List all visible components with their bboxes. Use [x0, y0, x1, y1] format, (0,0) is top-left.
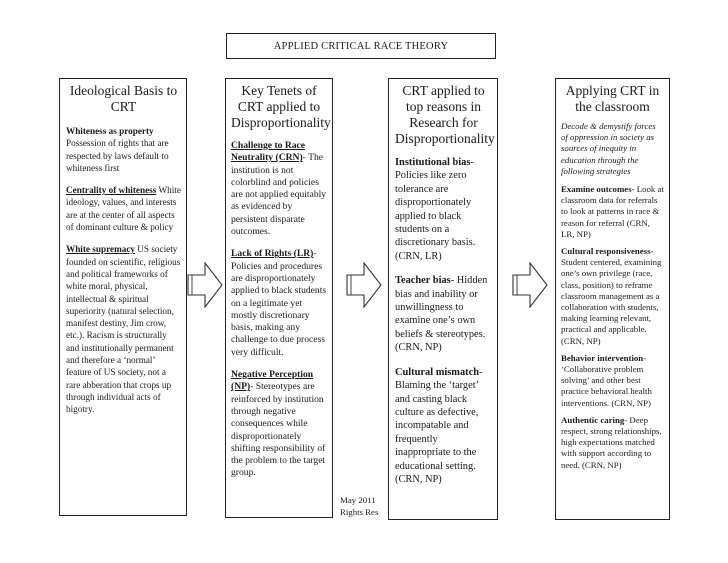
concept-term: Centrality of whiteness [66, 185, 157, 196]
reason-text: - Hidden bias and inability or unwillingness to examine one’s own beliefs & stereotypes. (CRN, NP) [395, 275, 488, 354]
strategy-text: - Deep respect, strong relationships, high expectations matched with support according to need. (CRN, NP) [561, 414, 662, 470]
ideological-basis-column [59, 78, 187, 516]
strategy-term: Authentic caring [561, 414, 625, 425]
concept-block [66, 184, 181, 233]
reason-term: Teacher bias [395, 275, 451, 287]
tenet-block [231, 140, 327, 238]
column-intro: Decode & demystify forces of oppression in society as sources of inequity in education through the following strategies [561, 121, 656, 176]
column-heading: Ideological Basis to CRT [69, 83, 178, 114]
reason-block [395, 366, 492, 487]
page-title: APPLIED CRITICAL RACE THEORY [226, 33, 496, 59]
reason-text: - Blaming the ‘target’ and casting black culture as defective, incompatable and frequently inappropriate to the educational setting. (CRN, NP) [395, 366, 483, 485]
strategy-term: Cultural responsiveness [561, 246, 651, 257]
reason-term: Institutional bias [395, 157, 471, 168]
footer-date: May 2011 [340, 495, 376, 505]
tenet-text: - Policies and procedures are disproportionately applied to black students on a legitimate yet mostly discretionary basis, making any challenge to due process very difficult. [231, 248, 327, 358]
concept-block [66, 243, 181, 415]
top-reasons-column [388, 78, 498, 520]
strategy-term: Examine outcomes [561, 184, 632, 195]
tenet-text: - Stereotypes are reinforced by institution through negative consequences while disproportionately shifting responsibility of the problem to the target group. [231, 381, 326, 479]
strategy-term: Behavior intervention [561, 352, 644, 363]
strategy-block [561, 246, 664, 347]
concept-term: Whiteness as property [66, 126, 154, 136]
column-heading: CRT applied to top reasons in Research for Disproportionality [395, 83, 495, 146]
strategy-text: - ‘Collaborative problem solving’ and other best practice behavioral health interventions. (CRN, NP) [561, 352, 652, 408]
strategy-text: - Student centered, examining one’s own privilege (race, class, position) to reframe classroom management as a collaboration with students, making learning relevant, practical and applicable. (CRN, NP) [561, 246, 662, 346]
concept-text: White ideology, values, and interests are at the center of all aspects of dominant culture & policy [66, 185, 181, 233]
strategy-block [561, 415, 664, 471]
column-heading: Applying CRT in the classroom [565, 83, 660, 114]
reason-term: Cultural mismatch [395, 366, 479, 378]
tenet-block [231, 248, 327, 359]
column-heading: Key Tenets of CRT applied to Disproportionality [231, 83, 331, 130]
chevron-right-arrow-icon [187, 262, 223, 308]
tenet-term: Challenge to Race Neutrality (CRN) [231, 140, 306, 164]
chevron-right-arrow-icon [512, 262, 548, 308]
tenet-term: Lack of Rights (LR) [231, 248, 314, 260]
strategy-text: - Look at classroom data for referrals to look at patterns in race & reason for referral (CRN, LR, NP) [561, 184, 664, 239]
tenet-block [231, 369, 327, 480]
tenet-term: Negative Perception (NP) [231, 369, 314, 393]
footer-rights: Rights Res [340, 507, 379, 517]
reason-text: - Policies like zero tolerance are disproportionately applied to black students on a discretionary basis. (CRN, LR) [395, 157, 476, 262]
strategy-block [561, 184, 664, 240]
concept-block [66, 125, 181, 174]
key-tenets-column [225, 78, 333, 518]
reason-block [395, 274, 492, 354]
tenet-text: - The institution is not colorblind and policies are not applied equitably as evidenced by persistent disparate outcomes. [231, 152, 327, 238]
concept-text: US society founded on scientific, religious and political frameworks of white moral, physical, intellectual & spiritual superiority (natural selection, manifest destiny, Jim crow, etc.). Racism is structurally and institutionally permanent and therefore a ‘normal’ feature of US society, not a rare abberation that crops up through individual acts of bigotry. [66, 244, 181, 415]
strategy-block [561, 353, 664, 409]
applying-crt-column [555, 78, 670, 520]
concept-text: Possession of rights that are respected by laws default to whiteness first [66, 138, 169, 173]
concept-term: White supremacy [66, 244, 135, 255]
chevron-right-arrow-icon [346, 262, 382, 308]
reason-block [395, 156, 492, 263]
